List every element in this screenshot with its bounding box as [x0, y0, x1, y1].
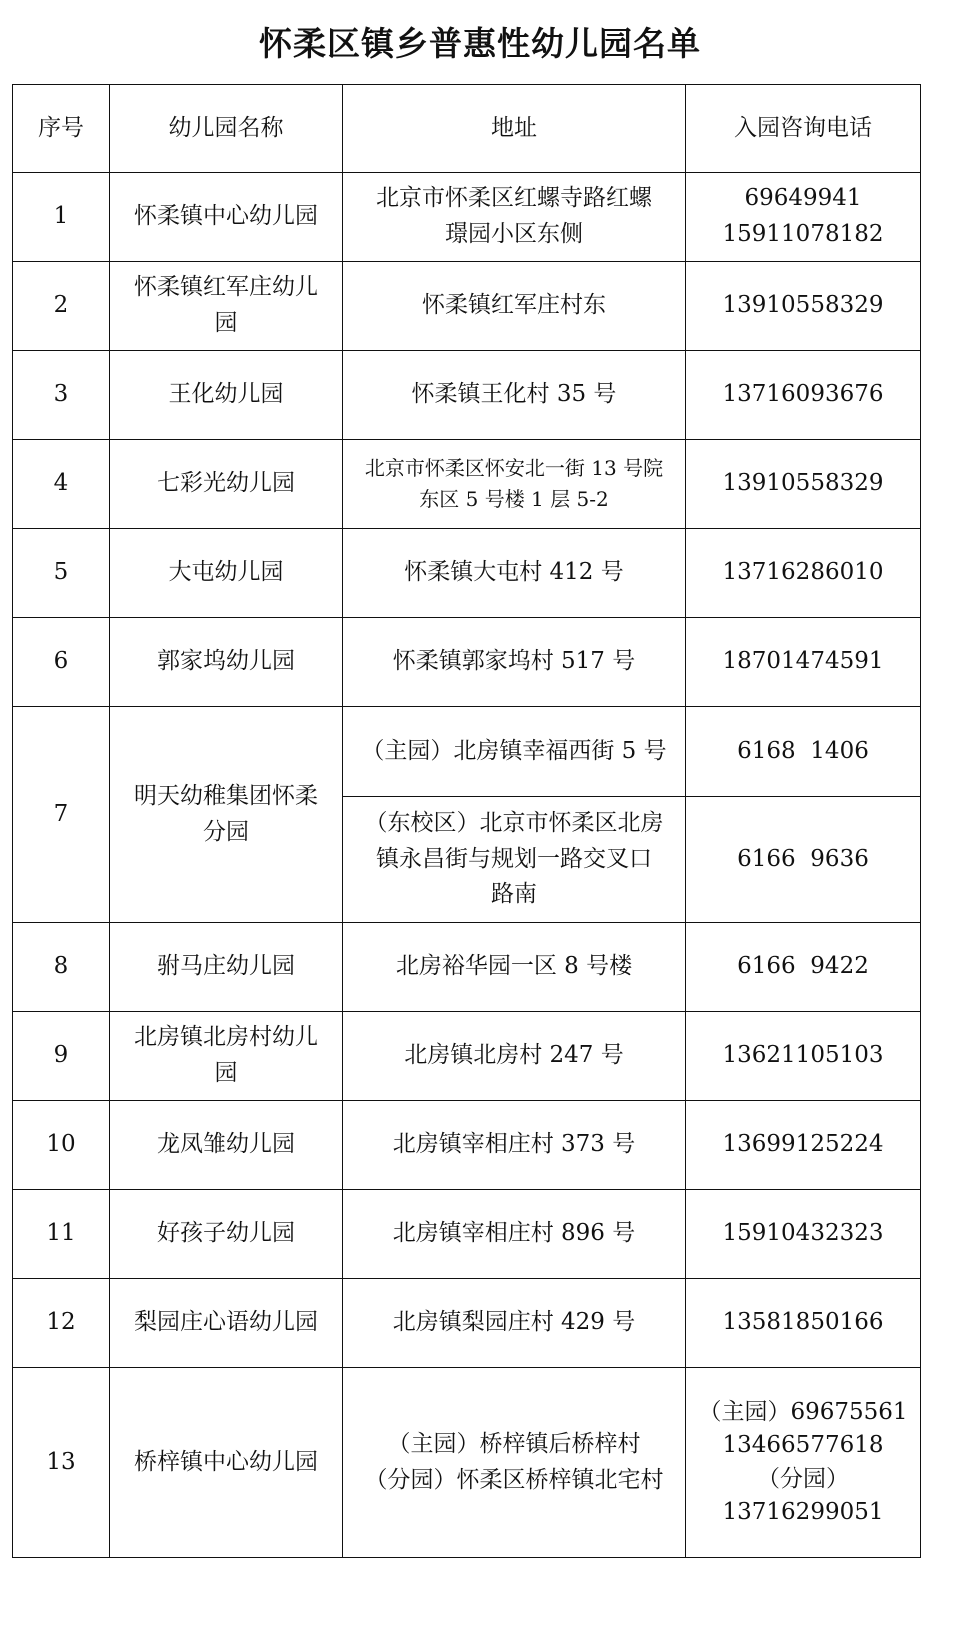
row-address: 怀柔镇大屯村 412 号 [343, 529, 686, 618]
row-phone: 13716286010 [686, 529, 921, 618]
row-phone: 6166 9422 [686, 923, 921, 1012]
address-line: 东区 5 号楼 1 层 5-2 [419, 487, 609, 511]
row-seq: 2 [13, 262, 110, 351]
name-line: 园 [214, 1060, 238, 1086]
table-row [13, 351, 921, 440]
row-phone: 13699125224 [686, 1101, 921, 1190]
row-address: 怀柔镇王化村 35 号 [343, 351, 686, 440]
table-row [13, 440, 921, 529]
row-name [110, 262, 343, 351]
row-seq: 3 [13, 351, 110, 440]
phone-line: （分园） [757, 1465, 849, 1492]
name-line: 园 [214, 310, 238, 336]
table-row [13, 262, 921, 351]
header-name: 幼儿园名称 [110, 85, 343, 173]
row-seq: 9 [13, 1012, 110, 1101]
address-line: 北京市怀柔区红螺寺路红螺 [376, 185, 652, 212]
row-seq: 4 [13, 440, 110, 529]
row-seq: 6 [13, 618, 110, 707]
row-phone: 13621105103 [686, 1012, 921, 1101]
phone-line: （主园）69675561 [698, 1398, 908, 1425]
row-seq: 8 [13, 923, 110, 1012]
phone-line: 13716299051 [722, 1498, 884, 1525]
address-line: （东校区）北京市怀柔区北房 [364, 810, 664, 837]
row-phone: 15910432323 [686, 1190, 921, 1279]
row-name [110, 1012, 343, 1101]
row-seq: 10 [13, 1101, 110, 1190]
row-seq: 11 [13, 1190, 110, 1279]
row-name: 好孩子幼儿园 [110, 1190, 343, 1279]
name-line: 分园 [203, 818, 249, 845]
phone-line: 13466577618 [722, 1432, 884, 1459]
row-name: 怀柔镇中心幼儿园 [110, 173, 343, 262]
table-header-row [13, 85, 921, 173]
address-line: 北京市怀柔区怀安北一街 13 号院 [364, 456, 664, 480]
row-address: 北房裕华园一区 8 号楼 [343, 923, 686, 1012]
row-name: 龙凤雏幼儿园 [110, 1101, 343, 1190]
address-line: 路南 [491, 881, 537, 908]
table-row [13, 1101, 921, 1190]
row-phone [686, 1368, 921, 1558]
table-row [13, 1012, 921, 1101]
row-seq: 7 [13, 707, 110, 923]
row-seq: 13 [13, 1368, 110, 1558]
kindergarten-table [12, 84, 921, 1558]
header-seq: 序号 [13, 85, 110, 173]
row-address: 怀柔镇红军庄村东 [343, 262, 686, 351]
phone-line: 69649941 [744, 185, 862, 212]
name-line: 北房镇北房村幼儿 [134, 1024, 318, 1051]
address-line: 镇永昌街与规划一路交叉口 [376, 845, 652, 872]
row-name: 驸马庄幼儿园 [110, 923, 343, 1012]
table-row [13, 1368, 921, 1558]
row-name: 郭家坞幼儿园 [110, 618, 343, 707]
row-phone: 18701474591 [686, 618, 921, 707]
table-row [13, 1279, 921, 1368]
header-phone: 入园咨询电话 [686, 85, 921, 173]
row-seq: 5 [13, 529, 110, 618]
table-row [13, 529, 921, 618]
row-seq: 12 [13, 1279, 110, 1368]
row-name: 桥梓镇中心幼儿园 [110, 1368, 343, 1558]
address-line: （主园）桥梓镇后桥梓村 [387, 1430, 641, 1457]
row-address: 怀柔镇郭家坞村 517 号 [343, 618, 686, 707]
row-name [110, 707, 343, 923]
name-line: 怀柔镇红军庄幼儿 [134, 274, 318, 301]
phone-line: 15911078182 [722, 221, 884, 247]
row-address: 北房镇宰相庄村 373 号 [343, 1101, 686, 1190]
row-address [343, 173, 686, 262]
row-name: 梨园庄心语幼儿园 [110, 1279, 343, 1368]
row-phone: 13581850166 [686, 1279, 921, 1368]
table-row [13, 923, 921, 1012]
row-address: 北房镇梨园庄村 429 号 [343, 1279, 686, 1368]
row-phone: 13910558329 [686, 440, 921, 529]
row-address [343, 440, 686, 529]
row-phone: 13910558329 [686, 262, 921, 351]
row-address-branch [343, 797, 686, 923]
row-phone: 13716093676 [686, 351, 921, 440]
address-line: 璟园小区东侧 [445, 221, 583, 247]
name-line: 明天幼稚集团怀柔 [134, 782, 318, 809]
header-address: 地址 [343, 85, 686, 173]
row-name: 大屯幼儿园 [110, 529, 343, 618]
row-address-main: （主园）北房镇幸福西街 5 号 [343, 707, 686, 797]
page-title: 怀柔区镇乡普惠性幼儿园名单 [259, 24, 701, 63]
row-phone [686, 173, 921, 262]
row-name: 王化幼儿园 [110, 351, 343, 440]
row-phone-branch: 6166 9636 [686, 797, 921, 923]
table-row [13, 618, 921, 707]
row-address: 北房镇北房村 247 号 [343, 1012, 686, 1101]
row-address [343, 1368, 686, 1558]
row-seq: 1 [13, 173, 110, 262]
table-row [13, 173, 921, 262]
row-name: 七彩光幼儿园 [110, 440, 343, 529]
row-phone-main: 6168 1406 [686, 707, 921, 797]
table-row [13, 1190, 921, 1279]
row-address: 北房镇宰相庄村 896 号 [343, 1190, 686, 1279]
table-row [13, 707, 921, 797]
address-line: （分园）怀柔区桥梓镇北宅村 [364, 1466, 664, 1493]
